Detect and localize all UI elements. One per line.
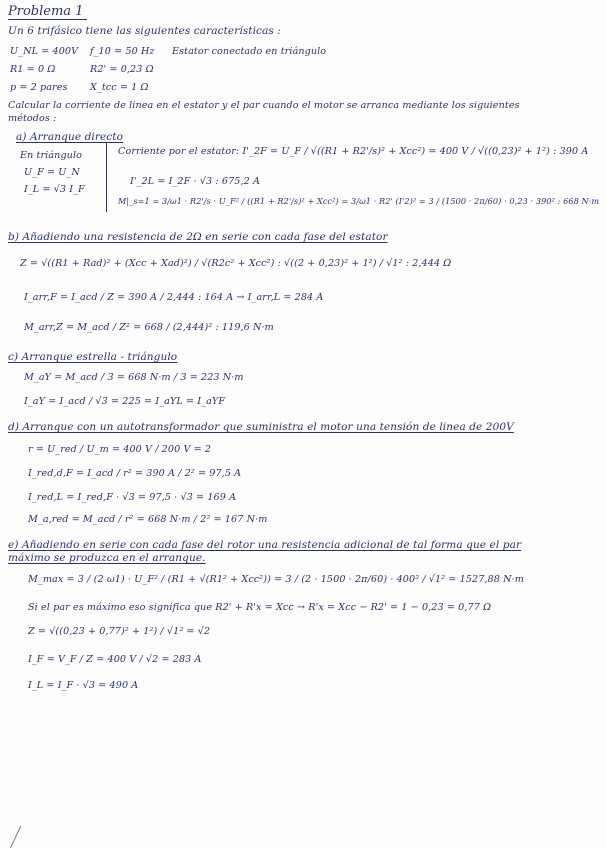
section-a-bracket bbox=[106, 142, 107, 212]
spec-frequency: f_10 = 50 Hz bbox=[90, 46, 155, 57]
spec-r2: R2' = 0,23 Ω bbox=[90, 64, 154, 75]
section-d-torque: M_a,red = M_acd / r² = 668 N·m / 2² = 167 N·m bbox=[28, 514, 268, 525]
section-a-current: Corriente por el estator: I'_2F = U_F / √((R1 + R2'/s)² + Xcc²) = 400 V / √((0,23)² + 1²) : 390 A bbox=[118, 146, 589, 157]
question-line-1: Calcular la corriente de linea en el estator y el par cuando el motor se arranca mediante los siguientes bbox=[8, 100, 520, 111]
page-edge-mark bbox=[0, 826, 21, 848]
section-b-current: I_arr,F = I_acd / Z = 390 A / 2,444 : 164 A → I_arr,L = 284 A bbox=[24, 292, 324, 303]
spec-connection: Estator conectado en triángulo bbox=[172, 46, 327, 57]
section-b-heading: b) Añadiendo una resistencia de 2Ω en serie con cada fase del estator bbox=[8, 231, 388, 243]
section-b-torque: M_arr,Z = M_acd / Z² = 668 / (2,444)² : 119,6 N·m bbox=[24, 322, 274, 333]
section-a-left-3: I_L = √3 I_F bbox=[24, 184, 85, 195]
section-a-left-1: En triángulo bbox=[20, 150, 83, 161]
section-e-condition: Si el par es máximo eso significa que R2' + R'x = Xcc → R'x = Xcc − R2' = 1 − 0,23 = 0,77 Ω bbox=[28, 602, 492, 613]
section-d-heading: d) Arranque con un autotransformador que suministra el motor una tensión de linea de 200V bbox=[8, 421, 514, 433]
spec-poles: p = 2 pares bbox=[10, 82, 68, 93]
section-e-heading-1: e) Añadiendo en serie con cada fase del rotor una resistencia adicional de tal forma que el par bbox=[8, 539, 522, 551]
section-a-left-2: U_F = U_N bbox=[24, 167, 80, 178]
section-e-impedance: Z = √((0,23 + 0,77)² + 1²) / √1² = √2 bbox=[28, 626, 211, 637]
section-d-line-current: I_red,L = I_red,F · √3 = 97,5 · √3 = 169 A bbox=[28, 492, 237, 503]
section-a-torque: M|_s=1 = 3/ω1 · R2'/s · U_F² / ((R1 + R2'/s)² + Xcc²) = 3/ω1 · R2' (I'2)² = 3 / (1500 · 2π/60) · 0,23 · 390² : 668 N·m bbox=[118, 196, 600, 206]
section-e-line-current: I_L = I_F · √3 = 490 A bbox=[28, 680, 139, 691]
section-b-impedance: Z = √((R1 + Rad)² + (Xcc + Xad)²) / √(R2c² + Xcc²) : √((2 + 0,23)² + 1²) / √1² : 2,444 Ω bbox=[20, 258, 452, 269]
section-a-heading: a) Arranque directo bbox=[16, 131, 124, 143]
section-c-heading: c) Arranque estrella - triángulo bbox=[8, 351, 178, 363]
spec-r1: R1 = 0 Ω bbox=[10, 64, 56, 75]
intro-text: Un 6 trifásico tiene las siguientes características : bbox=[8, 25, 281, 37]
section-e-phase-current: I_F = V_F / Z = 400 V / √2 = 283 A bbox=[28, 654, 202, 665]
spec-xcc: X_tcc = 1 Ω bbox=[90, 82, 149, 93]
problem-title: Problema 1 bbox=[8, 4, 87, 20]
question-line-2: métodos : bbox=[8, 113, 57, 124]
section-d-phase-current: I_red,d,F = I_acd / r² = 390 A / 2² = 97,5 A bbox=[28, 468, 242, 479]
spec-voltage: U_NL = 400V bbox=[10, 46, 79, 57]
section-c-current: I_aY = I_acd / √3 = 225 = I_aYL = I_aYF bbox=[24, 396, 226, 407]
section-e-heading-2: máximo se produzca en el arranque. bbox=[8, 552, 206, 564]
section-a-line-current: I'_2L = I_2F · √3 : 675,2 A bbox=[130, 176, 261, 187]
section-d-ratio: r = U_red / U_m = 400 V / 200 V = 2 bbox=[28, 444, 212, 455]
section-e-max-torque: M_max = 3 / (2 ω1) · U_F² / (R1 + √(R1² + Xcc²)) = 3 / (2 · 1500 · 2π/60) · 400² / √1² = 1527,88 N·m bbox=[28, 574, 524, 585]
section-c-torque: M_aY = M_acd / 3 = 668 N·m / 3 = 223 N·m bbox=[24, 372, 244, 383]
